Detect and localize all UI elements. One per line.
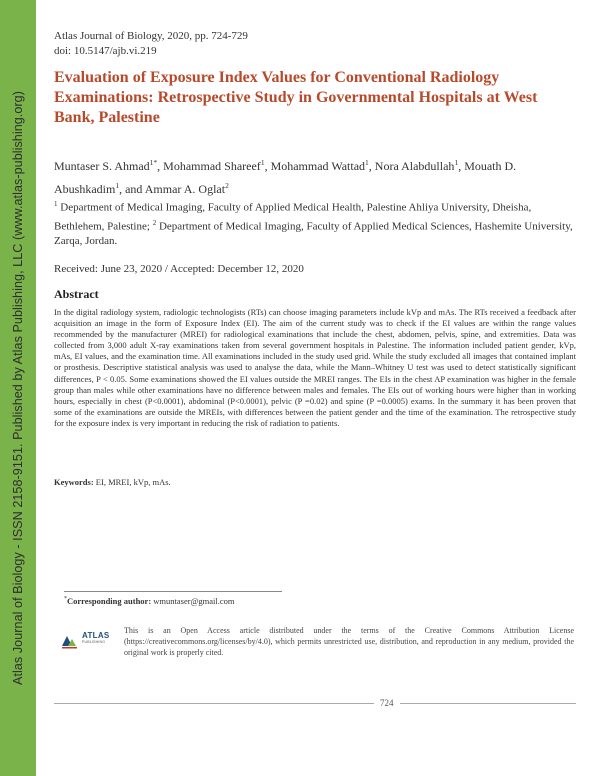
author-sup: 1 (260, 158, 265, 167)
author-sup: 2 (225, 181, 229, 190)
author-sep: , (368, 159, 375, 173)
author-sep: , (264, 159, 271, 173)
keywords-list: EI, MREI, kVp, mAs. (93, 477, 171, 487)
author-sep: , (157, 159, 164, 173)
article-title: Evaluation of Exposure Index Values for Conventional Radiology Examinations: Retrospective Study in Governmental Hospitals at West Bank, Palestine (54, 69, 538, 126)
author-sup: 1 (365, 158, 369, 167)
author-name: Mohammad Shareef (163, 159, 261, 173)
page-number: 724 (374, 698, 400, 708)
affil-sup: 2 (152, 218, 157, 227)
atlas-logo (60, 630, 110, 650)
abstract-heading: Abstract (54, 287, 99, 301)
journal-sidebar (0, 0, 36, 776)
author-list (54, 153, 576, 199)
logo-text: ATLAS (82, 631, 110, 640)
abstract-text: In the digital radiology system, radiologic technologists (RTs) can choose imaging parameters include kVp and mAs. The RTs received a feedback after acquisition an image in the form of Exposure Index (EI). The aim of the current study was to check if the EI values are within the range values recommended by the manufacturer (MREI) for radiological examinations that include the chest, abdomen, pelvis, spine, and extremities. Data was collected from 3,000 adult X-ray examinations taken from several government hospitals in Palestine. The information included patient gender, kVp, mAs, EI values, and the examination time. All examinations included in the study used grid. While the study excluded all images that contained implant or prosthesis. Descriptive statistical analysis was used to analyse the data, while the Mann–Whitney U test was used to detect statistically significant differences, P < 0.05. Some examinations showed the EI values outside the MREI ranges. The EIs in the chest AP examination was higher in the female group than males while other examinations have no difference between males and females. The EIs out of working hours were higher than in working hours, especially in chest (P<0.0001), abdominal (P<0.0001), pelvic (P =0.02) and spine (P =0.0005) exams. In the summary it has been proven that some of the examinations are outside the MREIs, with differences between the patient gender and the time of the examination. The retrospective study for the exposure index is very important in reducing the risk of radiation to patients. (54, 307, 576, 428)
sidebar-text: Atlas Journal of Biology - ISSN 2158-9151. Published by Atlas Publishing, LLC (www.atlas-publishing.org) (11, 91, 25, 685)
journal-line: Atlas Journal of Biology, 2020, pp. 724-729 (54, 30, 248, 42)
atlas-logo-icon (60, 630, 80, 650)
author-sep: , and (119, 182, 145, 196)
corresponding-email[interactable]: wmuntaser@gmail.com (151, 596, 235, 606)
affil-text: Department of Medical Imaging, Faculty of Applied Medical Sciences, Hashemite University, Zarqa, Jordan. (54, 220, 573, 248)
author-sup: 1 (115, 181, 120, 190)
license-text: This is an Open Access article distributed under the terms of the Creative Commons Attribution License (https://creativecommons.org/licenses/by/4.0), which permits unrestricted use, distribution, and reproduction in any medium, provided the original work is properly cited. (124, 626, 574, 657)
affil-text: Department of Medical Imaging, Faculty of Applied Medical Health, Palestine Ahliya University, Dheisha, Bethlehem, Palestine; (54, 201, 532, 233)
affil-sup: 1 (54, 200, 58, 208)
corresponding-label: Corresponding author: (67, 596, 152, 606)
corresponding-author (64, 596, 235, 606)
author-sep: , (458, 159, 465, 173)
author-name: Muntaser S. Ahmad (54, 159, 150, 173)
author-sup: 1 (454, 158, 459, 167)
author-name: Mouath D. Abushkadim (54, 159, 517, 196)
keywords-label: Keywords: (54, 477, 94, 487)
logo-subtext: PUBLISHING (82, 640, 106, 644)
affiliations (54, 197, 576, 249)
footnote-divider (64, 591, 282, 592)
doi[interactable]: doi: 10.5147/ajb.vi.219 (54, 45, 157, 57)
author-sup: 1* (149, 158, 158, 167)
keywords (54, 477, 171, 487)
journal-citation (54, 29, 248, 59)
footer-divider (54, 703, 576, 704)
footnote-marker: * (64, 596, 67, 603)
received-dates: Received: June 23, 2020 / Accepted: December 12, 2020 (54, 263, 304, 275)
author-name: Ammar A. Oglat (144, 182, 226, 196)
author-name: Mohammad Wattad (270, 159, 366, 173)
author-name: Nora Alabdullah (374, 159, 455, 173)
